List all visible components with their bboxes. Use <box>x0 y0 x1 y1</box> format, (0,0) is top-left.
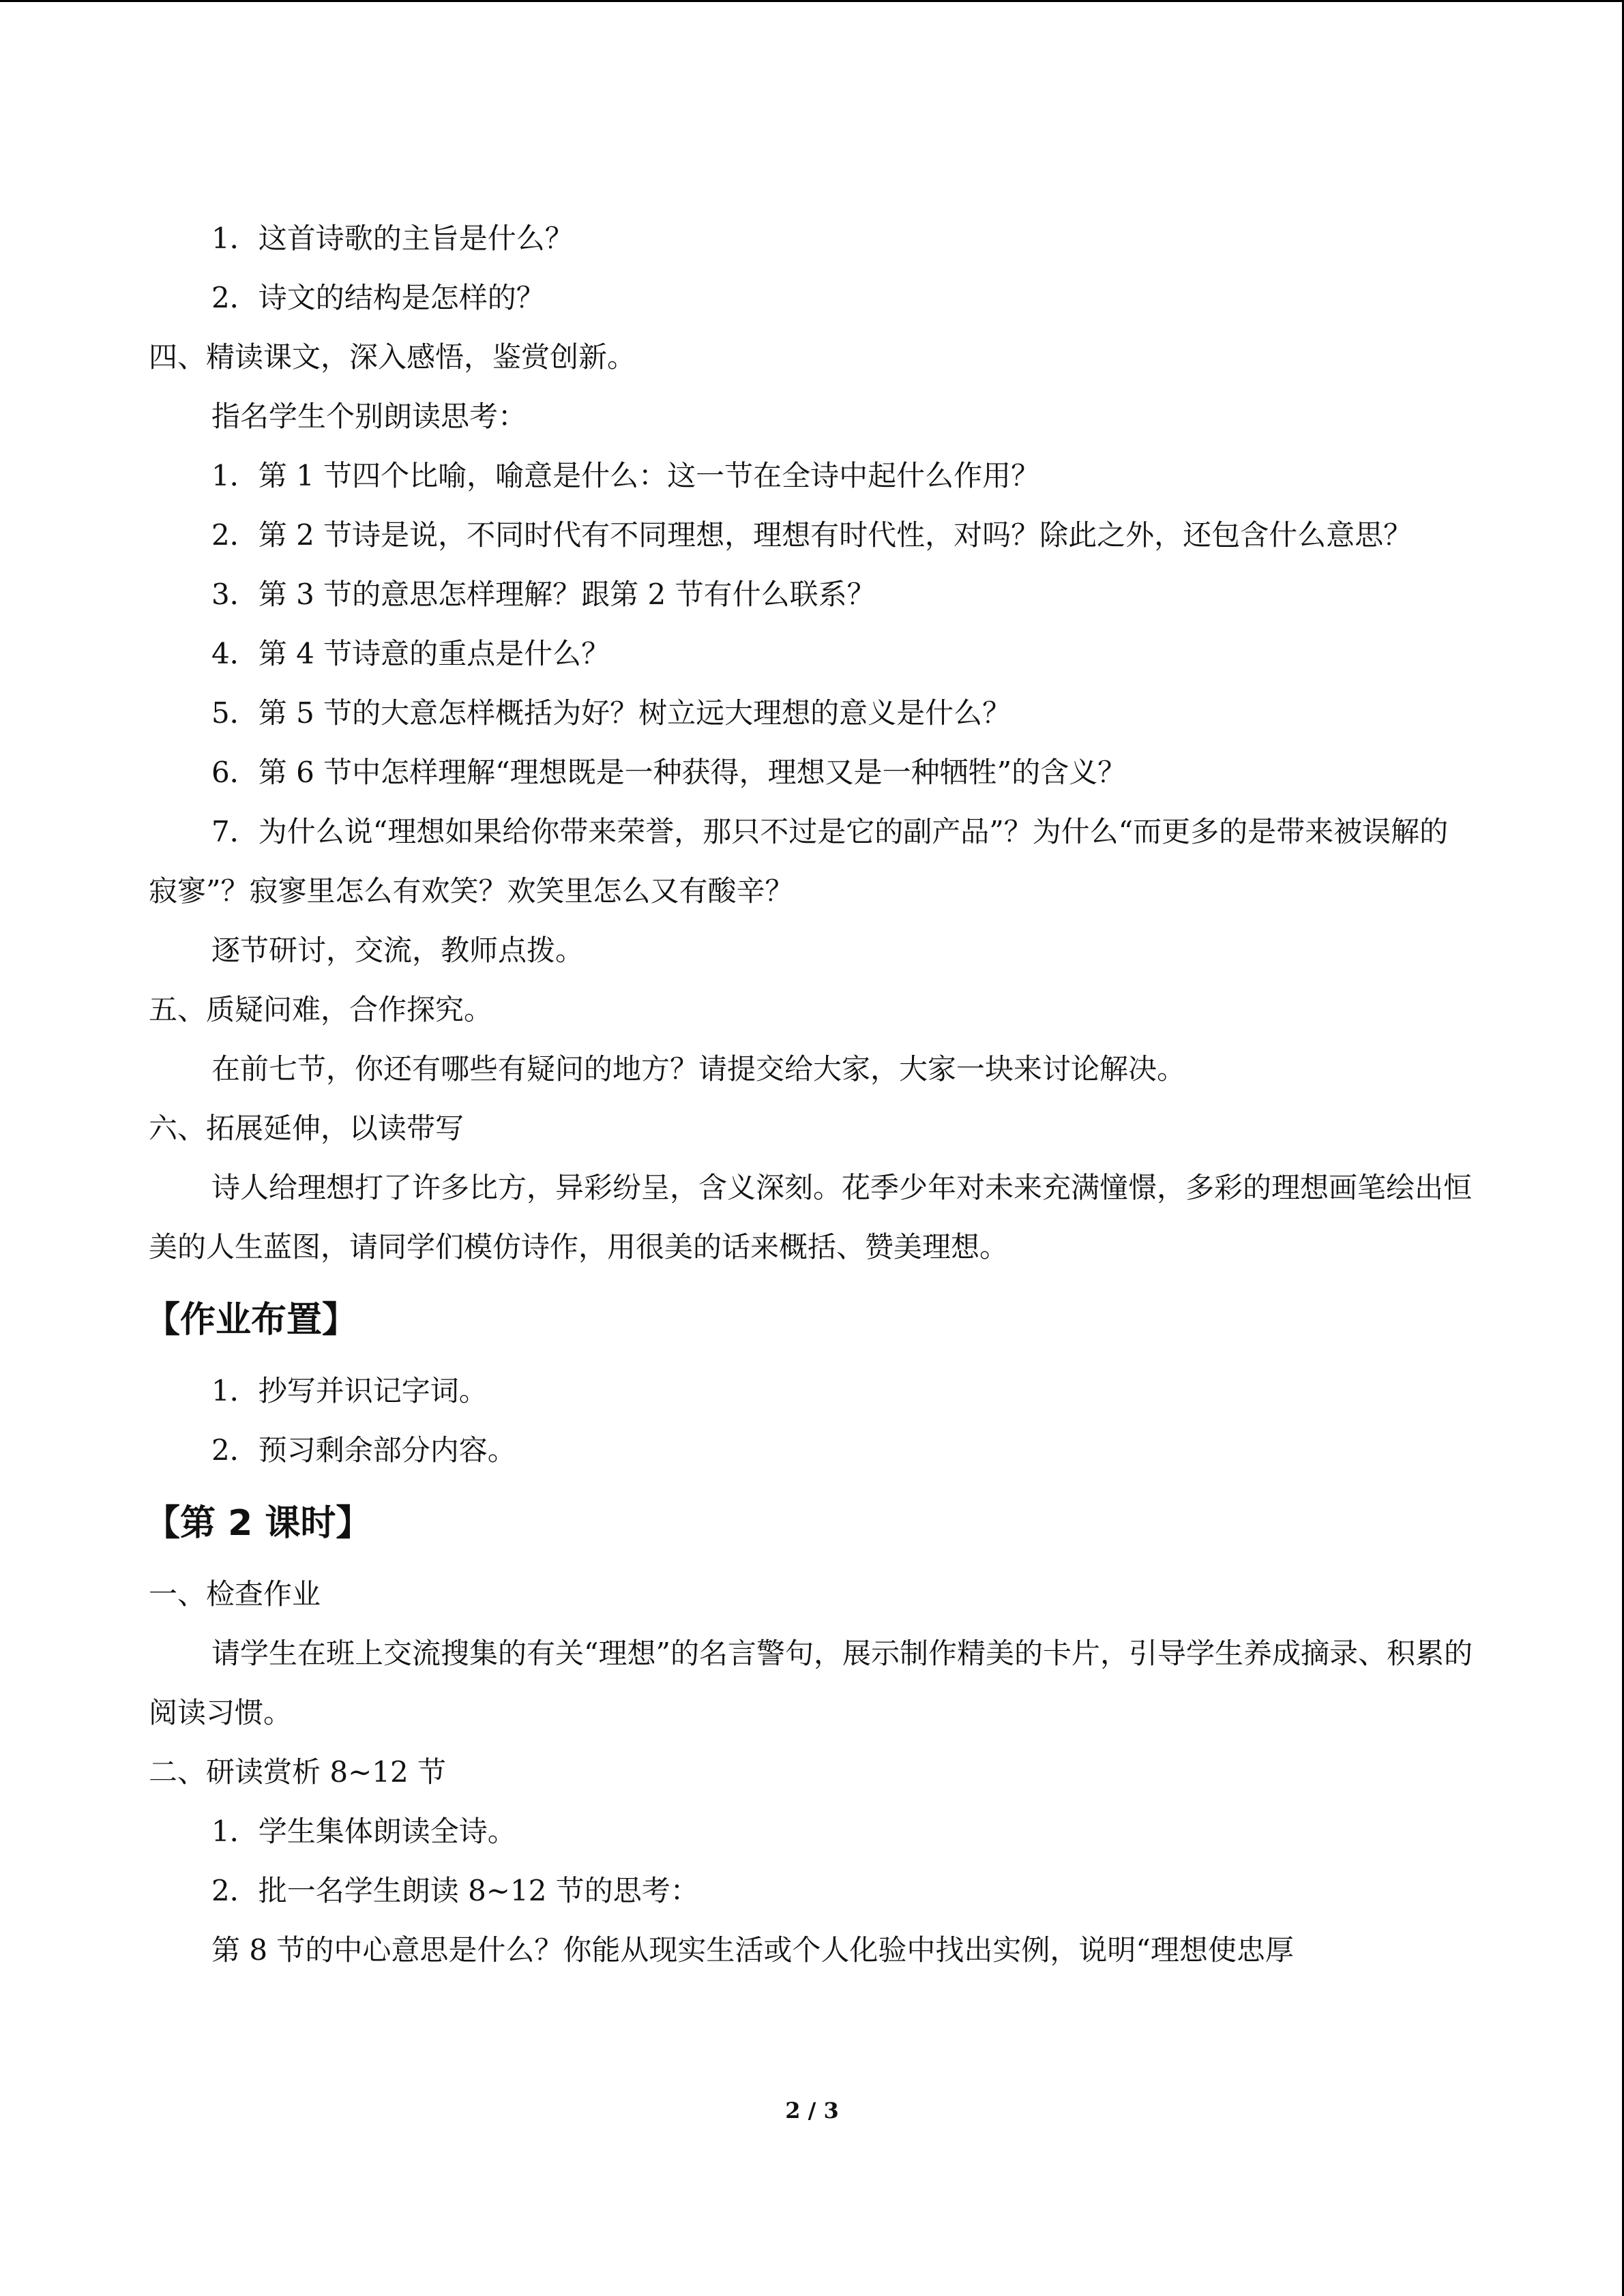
page-number: 2 / 3 <box>785 2098 839 2123</box>
section-5-title: 五、质疑问难，合作探究。 <box>149 993 493 1026</box>
lesson-2-heading: 【第 2 课时】 <box>145 1503 372 1544</box>
section-4-summary: 逐节研讨，交流，教师点拨。 <box>211 934 585 967</box>
lesson-2-section-1-title: 一、检查作业 <box>149 1577 321 1611</box>
lesson-2-section-2-title: 二、研读赏析 8~12 节 <box>149 1755 447 1789</box>
lesson-2-question-1: 1．学生集体朗读全诗。 <box>211 1815 516 1848</box>
section-5-text: 在前七节，你还有哪些有疑问的地方？请提交给大家，大家一块来讨论解决。 <box>211 1052 1186 1086</box>
section-6-text: 诗人给理想打了许多比方，异彩纷呈，含义深刻。花季少年对未来充满憧憬，多彩的理想画笔绘出恒美的人生蓝图，请同学们模仿诗作，用很美的话来概括、赞美理想。 <box>149 1171 1473 1264</box>
top-border-line <box>0 0 1624 2</box>
section-4-title: 四、精读课文，深入感悟，鉴赏创新。 <box>149 340 636 374</box>
section-4-question-7: 7．为什么说“理想如果给你带来荣誉，那只不过是它的副产品”？为什么“而更多的是带来被误解的寂寥”？寂寥里怎么有欢笑？欢笑里怎么又有酸辛？ <box>149 815 1449 908</box>
homework-heading: 【作业布置】 <box>145 1300 358 1341</box>
question-1: 1．这首诗歌的主旨是什么？ <box>211 222 574 255</box>
section-4-question-3: 3．第 3 节的意思怎样理解？跟第 2 节有什么联系？ <box>211 578 876 611</box>
section-4-question-2: 2．第 2 节诗是说，不同时代有不同理想，理想有时代性，对吗？除此之外，还包含什么意思？ <box>211 518 1413 552</box>
section-4-question-6: 6．第 6 节中怎样理解“理想既是一种获得，理想又是一种牺牲”的含义？ <box>211 756 1127 789</box>
homework-item-1: 1．抄写并识记字词。 <box>211 1374 488 1407</box>
homework-item-2: 2．预习剩余部分内容。 <box>211 1433 516 1467</box>
lesson-2-section-1-text: 请学生在班上交流搜集的有关“理想”的名言警句，展示制作精美的卡片，引导学生养成摘录、积累的阅读习惯。 <box>149 1637 1473 1729</box>
question-2: 2．诗文的结构是怎样的？ <box>211 281 545 314</box>
section-6-title: 六、拓展延伸，以读带写 <box>149 1112 464 1145</box>
lesson-2-question-3: 第 8 节的中心意思是什么？你能从现实生活或个人化验中找出实例，说明“理想使忠厚 <box>211 1933 1294 1967</box>
section-4-question-1: 1．第 1 节四个比喻，喻意是什么：这一节在全诗中起什么作用？ <box>211 459 1040 492</box>
section-4-question-4: 4．第 4 节诗意的重点是什么？ <box>211 637 610 670</box>
lesson-2-question-2: 2．批一名学生朗读 8~12 节的思考： <box>211 1874 699 1907</box>
section-4-intro: 指名学生个别朗读思考： <box>211 400 527 433</box>
section-4-question-5: 5．第 5 节的大意怎样概括为好？树立远大理想的意义是什么？ <box>211 696 1012 730</box>
document-body <box>145 209 1475 1980</box>
